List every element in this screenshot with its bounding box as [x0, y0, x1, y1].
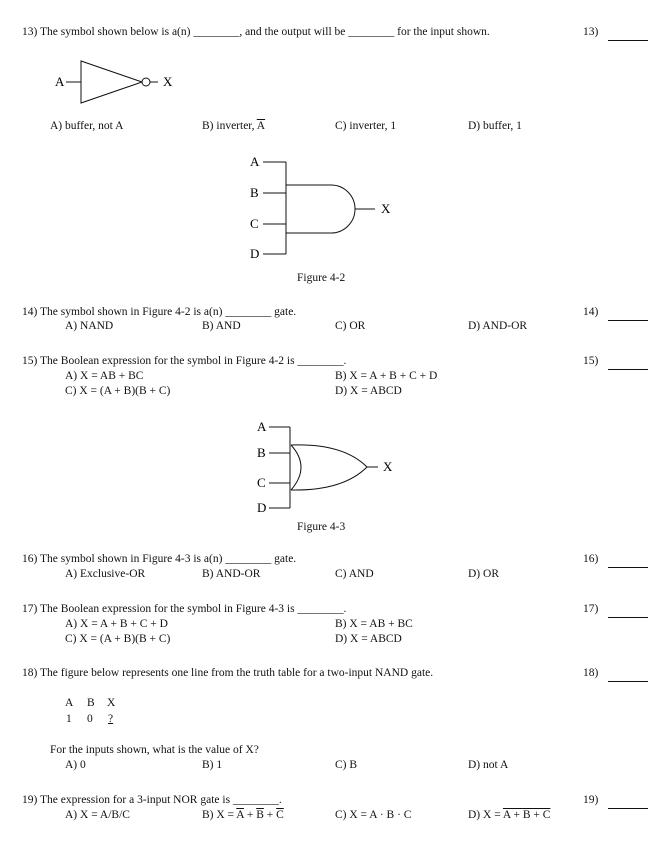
answer-label: 13): [583, 26, 599, 38]
question-16: [22, 553, 296, 566]
answer-blank[interactable]: [608, 795, 648, 809]
question-number: 18): [22, 667, 38, 679]
question-text: The Boolean expression for the symbol in Figure 4-3 is ________.: [40, 603, 347, 615]
choice-d[interactable]: D) OR: [468, 568, 499, 580]
truth-table-value-a: 1: [66, 713, 72, 725]
truth-table-header-b: B: [87, 697, 95, 709]
answer-blank[interactable]: [608, 27, 648, 41]
figure-caption: Figure 4-2: [297, 272, 346, 284]
question-text: The figure below represents one line from the truth table for a two-input NAND gate.: [40, 667, 434, 679]
answer-label: 16): [583, 553, 599, 565]
input-d-label: D: [250, 246, 260, 261]
choice-c[interactable]: C) inverter, 1: [335, 120, 397, 132]
input-b-label: B: [250, 185, 259, 200]
truth-table-header-x: X: [107, 697, 116, 709]
answer-label: 17): [583, 603, 599, 615]
choice-a[interactable]: A) X = AB + BC: [65, 370, 144, 382]
input-a-label: A: [257, 419, 267, 434]
choice-a[interactable]: A) NAND: [65, 320, 114, 332]
inverter-figure: [55, 55, 185, 105]
question-17: [22, 603, 346, 616]
answer-label: 19): [583, 794, 599, 806]
nor-overline-expression: A + B + C: [502, 809, 551, 821]
answer-blank[interactable]: [608, 307, 648, 321]
question-number: 16): [22, 553, 38, 565]
input-d-label: D: [257, 500, 267, 515]
choice-a[interactable]: A) 0: [65, 759, 86, 771]
input-a-label: A: [250, 154, 260, 169]
choice-d[interactable]: D) AND-OR: [468, 320, 528, 332]
truth-table-value-b: 0: [87, 713, 93, 725]
answer-blank[interactable]: [608, 554, 648, 568]
choice-c[interactable]: C) X = (A + B)(B + C): [65, 633, 171, 645]
truth-table-header-a: A: [65, 697, 74, 709]
choice-b[interactable]: B) X = A + B + C + D: [335, 370, 438, 382]
not-a-overline: $\overline{A}$: [256, 120, 266, 132]
question-number: 13): [22, 26, 38, 38]
truth-table-value-x: ?: [108, 713, 114, 725]
choice-c[interactable]: C) OR: [335, 320, 366, 332]
question-text: The expression for a 3-input NOR gate is ________.: [40, 794, 282, 806]
question-13: [22, 26, 490, 39]
question-14: [22, 306, 296, 319]
choice-b[interactable]: B) $X = \overline{A} + \overline{B} + \overline{C}$: [202, 809, 284, 821]
input-c-label: C: [257, 475, 266, 490]
choice-a[interactable]: A) buffer, not A: [50, 120, 124, 132]
question-text: The symbol shown below is a(n) ________, and the output will be ________ for the input shown.: [40, 26, 490, 38]
question-text: The symbol shown in Figure 4-2 is a(n) ________ gate.: [40, 306, 297, 318]
output-label: X: [163, 74, 173, 89]
choice-a[interactable]: A) Exclusive-OR: [65, 568, 146, 580]
choice-d[interactable]: D) not A: [468, 759, 509, 771]
choice-b[interactable]: B) 1: [202, 759, 223, 771]
input-label: A: [55, 74, 65, 89]
question-number: 15): [22, 355, 38, 367]
question-15: [22, 355, 346, 368]
or-gate-figure: [245, 415, 415, 525]
and-gate-body: [286, 185, 355, 233]
choice-d[interactable]: D) X = ABCD: [335, 385, 402, 397]
question-prompt: For the inputs shown, what is the value of X?: [50, 744, 259, 756]
question-number: 19): [22, 794, 38, 806]
choice-text: D) X =: [468, 809, 503, 821]
input-b-label: B: [257, 445, 266, 460]
not-a-term: $\overline{A}$: [236, 809, 244, 821]
inverter-triangle: [81, 61, 142, 103]
choice-b[interactable]: B) AND: [202, 320, 241, 332]
output-label: X: [383, 459, 393, 474]
output-label: X: [381, 201, 391, 216]
question-number: 14): [22, 306, 38, 318]
question-18: [22, 667, 433, 680]
and-gate-figure: [245, 150, 415, 270]
choice-c[interactable]: C) AND: [335, 568, 374, 580]
choice-a[interactable]: A) X = A + B + C + D: [65, 618, 168, 630]
answer-label: 14): [583, 306, 599, 318]
inverter-bubble: [142, 78, 150, 86]
answer-blank[interactable]: [608, 604, 648, 618]
choice-c[interactable]: C) X = (A + B)(B + C): [65, 385, 171, 397]
figure-caption: Figure 4-3: [297, 521, 346, 533]
choice-d[interactable]: D) X = ABCD: [335, 633, 402, 645]
answer-label: 18): [583, 667, 599, 679]
choice-d[interactable]: D) buffer, 1: [468, 120, 522, 132]
answer-label: 15): [583, 355, 599, 367]
not-b-term: $\overline{B}$: [256, 809, 264, 821]
question-text: The symbol shown in Figure 4-3 is a(n) ________ gate.: [40, 553, 297, 565]
choice-text: B) X =: [202, 809, 237, 821]
question-text: The Boolean expression for the symbol in Figure 4-2 is ________.: [40, 355, 347, 367]
choice-c[interactable]: C) B: [335, 759, 358, 771]
choice-d[interactable]: [468, 809, 550, 822]
choice-c[interactable]: C) X = A · B · C: [335, 809, 412, 821]
choice-b[interactable]: [202, 120, 265, 133]
choice-text: B) inverter,: [202, 120, 257, 132]
or-gate-body: [291, 445, 367, 490]
choice-a[interactable]: A) X = A/B/C: [65, 809, 130, 821]
not-c-term: $\overline{C}$: [276, 809, 284, 821]
input-c-label: C: [250, 216, 259, 231]
question-19: [22, 794, 282, 807]
answer-blank[interactable]: [608, 356, 648, 370]
answer-blank[interactable]: [608, 668, 648, 682]
choice-b[interactable]: B) AND-OR: [202, 568, 261, 580]
choice-b[interactable]: B) X = AB + BC: [335, 618, 413, 630]
question-number: 17): [22, 603, 38, 615]
or-gate-back-curve: [291, 445, 301, 490]
